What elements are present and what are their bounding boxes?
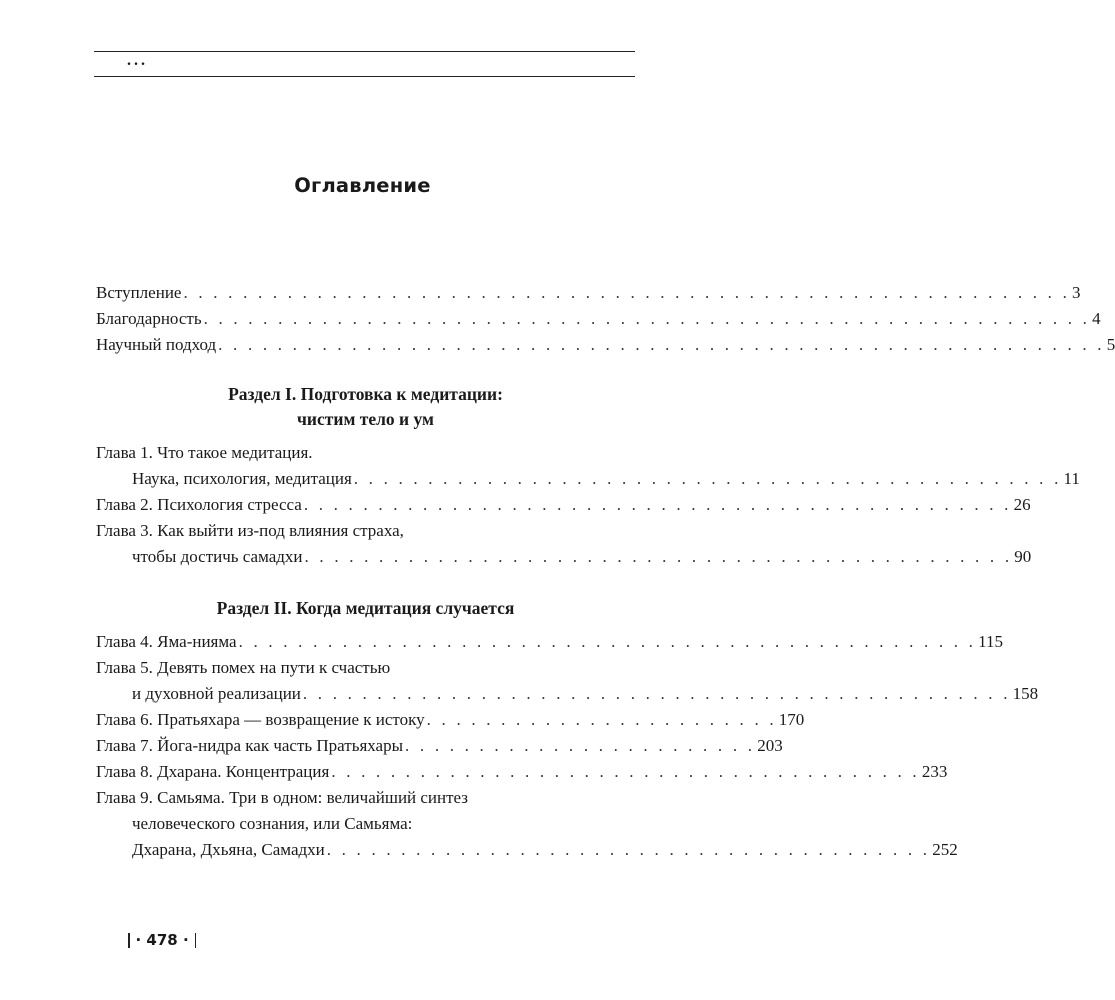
leader-dots: . . . . . . . . . . . . . . . . . . . . . . . . . . . . . . . . . . . . . . . . . . . . . . . . . .	[238, 632, 977, 651]
toc-entry-label: Научный подход	[96, 335, 217, 354]
toc-entry[interactable]	[96, 280, 1081, 306]
chapter-7-entry[interactable]	[96, 733, 783, 759]
toc-entry-label: Благодарность	[96, 309, 202, 328]
toc-entry-page: 233	[921, 762, 948, 781]
section-title-line: Раздел II. Когда медитация случается	[216, 598, 515, 618]
chapter-5-title[interactable]: Глава 5. Девять помех на пути к счастью	[96, 658, 391, 677]
chapter-1-entry[interactable]	[96, 466, 1080, 492]
chapter-1-title[interactable]: Глава 1. Что такое медитация.	[96, 443, 313, 462]
toc-entry-page: 5	[1106, 335, 1115, 354]
toc-entry-page: 115	[978, 632, 1004, 651]
toc-entry-page: 26	[1013, 495, 1031, 514]
chapter-3-entry[interactable]	[96, 544, 1032, 570]
leader-dots: . . . . . . . . . . . . . . . . . . . . . . . . . . . . . . . . . . . . . . . . . . . . . . . . . . . . . . . . . . . .	[218, 335, 1105, 354]
toc-entry-page: 4	[1092, 309, 1101, 328]
toc-entry-label: Глава 6. Пратьяхара — возвращение к истоку	[96, 710, 425, 729]
chapter-6-entry[interactable]	[96, 707, 805, 733]
chapter-4-entry[interactable]	[96, 629, 1004, 655]
header-rule-top	[94, 51, 635, 52]
toc-entry-page: 11	[1063, 469, 1080, 488]
toc-entry-label: Глава 4. Яма-нияма	[96, 632, 237, 651]
leader-dots: . . . . . . . . . . . . . . . . . . . . . . . .	[405, 736, 756, 755]
toc-entry-label: чтобы достичь самадхи	[132, 547, 303, 566]
leader-dots: . . . . . . . . . . . . . . . . . . . . . . . . . . . . . . . . . . . . . . . . . . . . . . . . . . . . . . . . . . . .	[203, 309, 1091, 328]
section-1-heading	[96, 382, 635, 432]
toc-entry-label: Глава 8. Дхарана. Концентрация	[96, 762, 330, 781]
toc-entry-label: Глава 2. Психология стресса	[96, 495, 302, 514]
chapter-2-entry[interactable]	[96, 492, 1031, 518]
toc-entry[interactable]	[96, 332, 1115, 358]
leader-dots: . . . . . . . . . . . . . . . . . . . . . . . . . . . . . . . . . . . . . . . . .	[326, 840, 931, 859]
page-number: · 478 ·	[135, 931, 189, 949]
section-2-heading	[96, 596, 635, 621]
toc-entry-page: 158	[1012, 684, 1039, 703]
page-title: Оглавление	[294, 174, 431, 197]
leader-dots: . . . . . . . . . . . . . . . . . . . . . . . . . . . . . . . . . . . . . . . . . . . . . . . .	[303, 495, 1012, 514]
toc-entry-label: Дхарана, Дхьяна, Самадхи	[132, 840, 325, 859]
footer-bar-right	[195, 933, 197, 948]
toc-entry-page: 3	[1072, 283, 1081, 302]
chapter-9-title[interactable]: Глава 9. Самьяма. Три в одном: величайший синтез	[96, 788, 469, 807]
chapter-9-subtitle: человеческого сознания, или Самьяма:	[132, 814, 413, 833]
section-2-chapters	[96, 629, 1039, 863]
toc-front-matter	[96, 280, 1115, 358]
chapter-9-entry[interactable]	[96, 837, 958, 863]
chapter-5-entry[interactable]	[96, 681, 1039, 707]
toc-entry-page: 203	[757, 736, 783, 755]
leader-dots: . . . . . . . . . . . . . . . . . . . . . . . . . . . . . . . . . . . . . . . . . . . . . . . .	[302, 684, 1011, 703]
toc-entry-page: 90	[1014, 547, 1032, 566]
section-1-chapters	[96, 440, 1080, 570]
chapter-8-entry[interactable]	[96, 759, 948, 785]
leader-dots: . . . . . . . . . . . . . . . . . . . . . . . . . . . . . . . . . . . . . . . . . . . . . . . . . . . . . . . . . . . .	[183, 283, 1071, 302]
toc-entry-label: и духовной реализации	[132, 684, 301, 703]
leader-dots: . . . . . . . . . . . . . . . . . . . . . . . . . . . . . . . . . . . . . . . . . . . . . . . .	[304, 547, 1013, 566]
header-ellipsis: ...	[127, 52, 148, 69]
toc-entry-label: Вступление	[96, 283, 182, 302]
footer-bar-left	[128, 933, 130, 948]
toc-entry-label: Глава 7. Йога-нидра как часть Пратьяхары	[96, 736, 404, 755]
section-title-line: Раздел I. Подготовка к медитации:	[228, 384, 503, 404]
toc-entry-page: 252	[932, 840, 958, 859]
leader-dots: . . . . . . . . . . . . . . . . . . . . . . . .	[426, 710, 777, 729]
page-footer	[128, 931, 196, 949]
leader-dots: . . . . . . . . . . . . . . . . . . . . . . . . . . . . . . . . . . . . . . . .	[331, 762, 920, 781]
section-title-line: чистим тело и ум	[297, 409, 434, 429]
header-rule-bottom	[94, 76, 635, 77]
toc-entry-page: 170	[778, 710, 805, 729]
leader-dots: . . . . . . . . . . . . . . . . . . . . . . . . . . . . . . . . . . . . . . . . . . . . . . . .	[353, 469, 1062, 488]
chapter-3-title[interactable]: Глава 3. Как выйти из-под влияния страха,	[96, 521, 404, 540]
toc-entry[interactable]	[96, 306, 1101, 332]
toc-entry-label: Наука, психология, медитация	[132, 469, 352, 488]
